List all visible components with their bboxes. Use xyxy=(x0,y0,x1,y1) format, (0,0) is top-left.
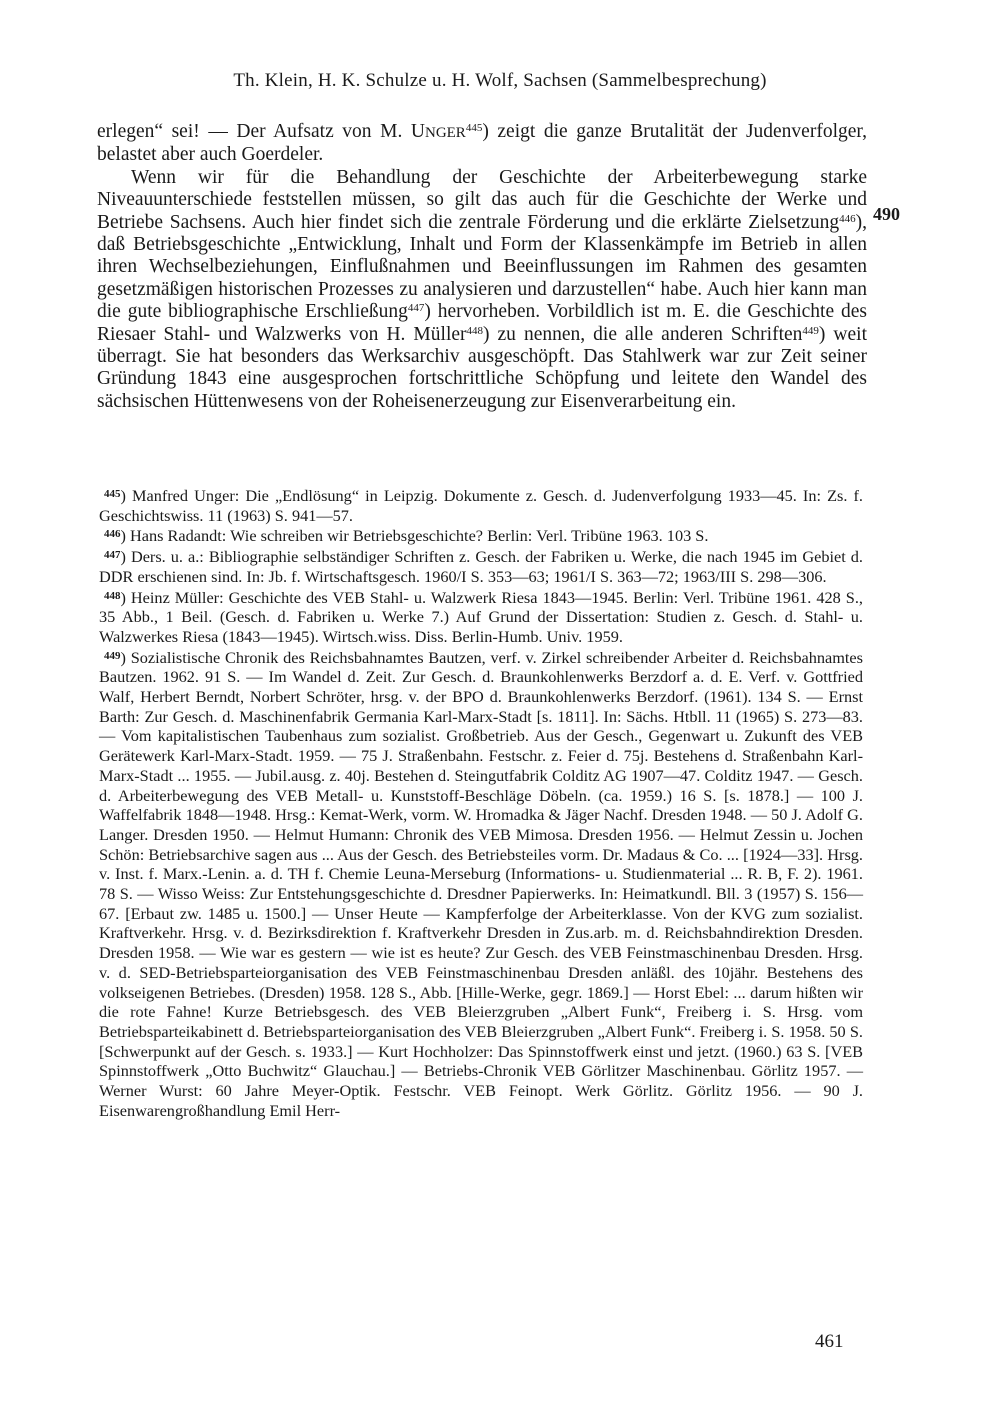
footnote-reference: 449 xyxy=(802,324,819,337)
footnote xyxy=(99,546,863,586)
text-segment: ) zeigt die ganze Brutalität der Judenverfolger, belastet aber auch Goerdeler. xyxy=(97,121,867,166)
footnote-number: 445 xyxy=(104,488,121,500)
text-segment: erlegen“ sei! — Der Aufsatz von M. U xyxy=(97,121,425,142)
footnote-reference: 446 xyxy=(839,212,856,225)
main-text xyxy=(97,121,867,413)
footnote-text: ) Manfred Unger: Die „Endlösung“ in Leipzig. Dokumente z. Gesch. d. Judenverfolgung 1933—45. In: Zs. f. Geschichtswiss. 11 (1963) S. 941—57. xyxy=(99,486,863,525)
paragraph xyxy=(97,121,867,167)
footnote-number: 447 xyxy=(104,549,121,562)
text-segment: ) hervorheben. Vorbildlich ist m. E. die Geschichte des Riesaer Stahl- und Walzwerks von H. Müller xyxy=(97,301,867,345)
text-segment: ), daß Betriebsgeschichte „Entwicklung, Inhalt und Form der Klassenkämpfe im Betrieb in allen ihren Wechselbeziehungen, Einflußnahmen und Beeinflussungen im Rahmen des gesamten gesetzmäßigen historischen Prozesses zu analysieren und darzustellen“ habe. Auch hier kann man die gute bibliographische Erschließung xyxy=(97,211,867,323)
page-number: 461 xyxy=(815,1331,844,1352)
text-segment: ) weit überragt. Sie hat besonders das Werksarchiv ausgeschöpft. Das Stahlwerk war zur Zeit seiner Gründung 1843 eine ausgesprochen fortschrittliche Schöpfung und leitete den Wandel des sächsischen Hüttenwesens von der Roheisenerzeugung zur Eisenverarbeitung ein. xyxy=(97,323,867,412)
footnote-number: 448 xyxy=(104,589,121,602)
footnote xyxy=(99,647,863,1121)
text-segment: ) zu nennen, die alle anderen Schriften xyxy=(483,323,803,345)
footnote-text: ) Sozialistische Chronik des Reichsbahnamtes Bautzen, verf. v. Zirkel schreibender Arbeiter d. Reichsbahnamtes Bautzen. 1962. 91 S. — Im Wandel d. Zeit. Zur Gesch. d. Braunkohlenwerks Berzdorf a. d. E. Verf. v. Gottfried Walf, Herbert Berndt, Norbert Schröter, hrsg. v. der BPO d. Braunkohlenwerks Berzdorf. (1961). 134 S. — Ernst Barth: Zur Gesch. d. Maschinenfabrik Germania Karl-Marx-Stadt [s. 1811]. In: Sächs. Htbll. 11 (1965) S. 273—83. — Vom kapitalistischen Taubenhaus zum sozialist. Großbetrieb. Aus der Gesch., Gegenwart u. Zukunft des VEB Gerätewerk Karl-Marx-Stadt. 1959. — 75 J. Straßenbahn. Festschr. z. Feier d. 75j. Bestehens d. Straßenbahn Karl-Marx-Stadt ... 1955. — Jubil.ausg. z. 40j. Bestehen d. Steingutfabrik Colditz AG 1907—47. Colditz 1947. — Gesch. d. Arbeiterbewegung des VEB Metall- u. Kunststoff-Beschläge Döbeln. (ca. 1959.) 16 S. [s. 1878.] — 100 J. Waffelfabrik 1848—1948. Hrsg.: Kemat-Werk, vorm. W. Hromadka & Jäger Nachf. Dresden 1948. — 50 J. Adolf G. Langer. Dresden 1950. — Helmut Humann: Chronik des VEB Mimosa. Dresden 1956. — Helmut Zessin u. Jochen Schön: Betriebsarchive sagen aus ... Aus der Gesch. des Betriebsteiles vorm. Dr. Madaus & Co. ... [1924—33]. Hrsg. v. Inst. f. Marx.-Lenin. a. d. TH f. Chemie Leuna-Merseburg (Informations- u. Studienmaterial ... R. B, F. 2). 1961. 78 S. — Wisso Weiss: Zur Entstehungsgeschichte d. Dresdner Papierwerks. In: Heimatkundl. Bll. 3 (1957) S. 156—67. [Erbaut zw. 1485 u. 1500.] — Unser Heute — Kampferfolge der Arbeiterklasse. Von der KVG zum sozialist. Kraftverkehr. Hrsg. v. d. Bezirksdirektion f. Kraftverkehr Dresden in Zus.arb. m. d. Reichsbahndirektion Dresden. Dresden 1958. — Wie war es gestern — wie ist es heute? Zur Gesch. des VEB Feinstmaschinenbau Dresden. Hrsg. v. d. SED-Betriebsparteiorganisation des VEB Feinstmaschinenbau Dresden anläßl. des 10jähr. Bestehens des volkseigenen Betriebes. (Dresden) 1958. 128 S., Abb. [Hille-Werke, gegr. 1869.] — Horst Ebel: ... darum hißten wir die rote Fahne! Kurze Betriebsgesch. des VEB Bleierzgruben „Albert Funk“, Freiberg i. S. Hrsg. vom Betriebsparteikabinett d. Betriebsparteiorganisation des VEB Bleierzgruben „Albert Funk“. Freiberg i. S. 1958. 50 S. [Schwerpunkt auf der Gesch. s. 1933.] — Kurt Hochholzer: Das Spinnstoffwerk einst und jetzt. (1960.) 63 S. [VEB Spinnstoffwerk „Otto Buchwitz“ Glauchau.] — Betriebs-Chronik VEB Görlitzer Maschinenbau. Görlitz 1957. — Werner Wurst: 60 Jahre Meyer-Optik. Festschr. VEB Feinopt. Werk Görlitz. Görlitz 1956. — 90 J. Eisenwarengroßhandlung Emil Herr- xyxy=(99,647,863,1120)
small-caps-name: NGER xyxy=(424,125,466,141)
paragraph xyxy=(97,167,867,413)
footnote xyxy=(99,587,863,647)
margin-number: 490 xyxy=(873,204,900,224)
footnote xyxy=(99,525,863,546)
footnote-reference: 448 xyxy=(466,324,484,337)
footnotes xyxy=(99,485,863,1121)
footnote-text: ) Ders. u. a.: Bibliographie selbständiger Schriften z. Gesch. der Fabriken u. Werke, die nach 1945 im Gebiet d. DDR erschienen sind. In: Jb. f. Wirtschaftsgesch. 1960/I S. 353—63; 1961/I S. 363—72; 1963/III S. 298—306. xyxy=(99,547,863,586)
footnote-reference: 445 xyxy=(465,122,483,134)
footnote-reference: 447 xyxy=(407,302,425,315)
text-segment: Wenn wir für die Behandlung der Geschichte der Arbeiterbewegung starke Niveauunterschiede feststellen müssen, so gilt das auch für die Geschichte der Werke und Betriebe Sachsens. Auch hier findet sich die zentrale Förderung und die erklärte Zielsetzung xyxy=(97,166,867,233)
footnote-text: ) Heinz Müller: Geschichte des VEB Stahl- u. Walzwerk Riesa 1843—1945. Berlin: Verl. Tribüne 1961. 428 S., 35 Abb., 1 Beil. (Gesch. d. Fabriken u. Werke 7.) Auf Grund der Dissertation: Studien z. Gesch. d. Stahl- u. Walzwerkes Riesa (1843—1945). Wirtsch.wiss. Diss. Berlin-Humb. Univ. 1959. xyxy=(99,587,863,646)
footnote-text: ) Hans Radandt: Wie schreiben wir Betriebsgeschichte? Berlin: Verl. Tribüne 1963. 103 S. xyxy=(120,526,709,546)
footnote-number: 449 xyxy=(104,649,121,662)
footnote xyxy=(99,485,863,525)
running-head: Th. Klein, H. K. Schulze u. H. Wolf, Sachsen (Sammelbesprechung) xyxy=(233,70,767,91)
footnote-number: 446 xyxy=(104,528,121,541)
